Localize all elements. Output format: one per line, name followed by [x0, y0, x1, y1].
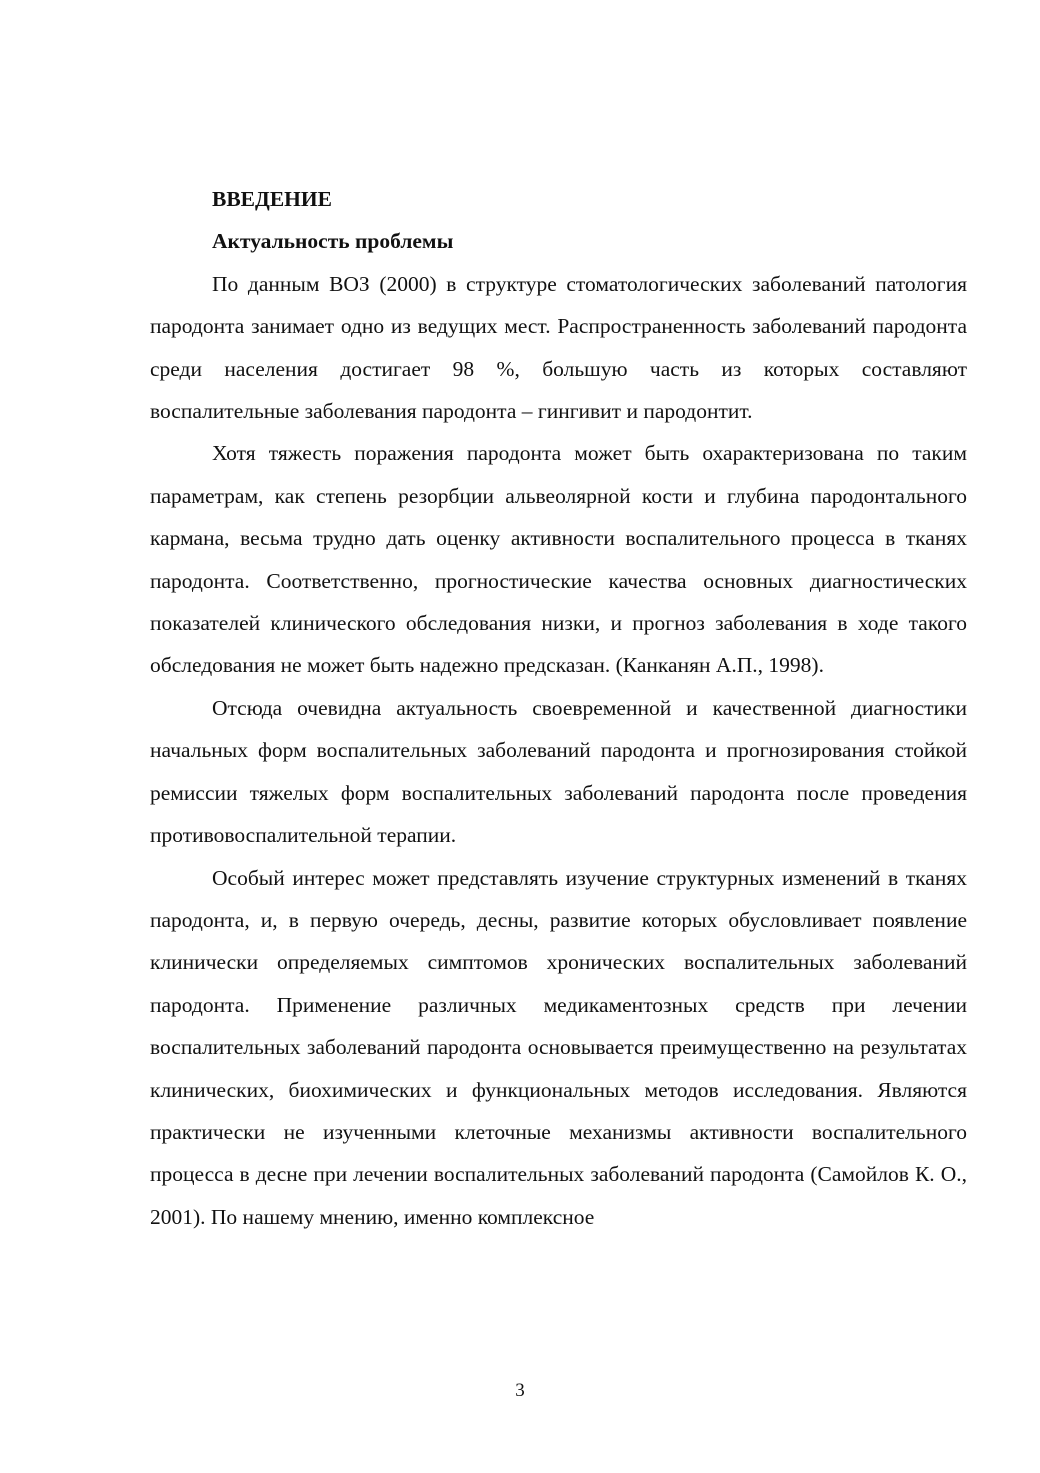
section-subtitle: Актуальность проблемы [212, 229, 454, 254]
paragraph-3: Отсюда очевидна актуальность своевременной и качественной диагностики начальных форм воспалительных заболеваний пародонта и прогнозирования стойкой ремиссии тяжелых форм воспалительных заболеваний пародонта после проведения противовоспалительной терапии. [150, 695, 967, 848]
document-body [150, 178, 967, 1238]
page-number: 3 [515, 1380, 525, 1401]
paragraph-1: По данным ВОЗ (2000) в структуре стоматологических заболеваний патология пародонта занимает одно из ведущих мест. Распространенность заболеваний пародонта среди населения достигает 98 %, большую часть из которых составляют воспалительные заболевания пародонта – гингивит и пародонтит. [150, 271, 967, 424]
section-title: ВВЕДЕНИЕ [212, 187, 332, 211]
paragraph-4: Особый интерес может представлять изучение структурных изменений в тканях пародонта, и, в первую очередь, десны, развитие которых обусловливает появление клинически определяемых симптомов хронических воспалительных заболеваний пародонта. Применение различных медикаментозных средств при лечении воспалительных заболеваний пародонта основывается преимущественно на результатах клинических, биохимических и функциональных методов исследования. Являются практически не изученными клеточные механизмы активности воспалительного процесса в десне при лечении воспалительных заболеваний пародонта (Самойлов К. О., 2001). По нашему мнению, именно комплексное [150, 865, 967, 1229]
paragraph-2: Хотя тяжесть поражения пародонта может быть охарактеризована по таким параметрам, как степень резорбции альвеолярной кости и глубина пародонтального кармана, весьма трудно дать оценку активности воспалительного процесса в тканях пародонта. Соответственно, прогностические качества основных диагностических показателей клинического обследования низки, и прогноз заболевания в ходе такого обследования не может быть надежно предсказан. (Канканян А.П., 1998). [150, 441, 967, 678]
